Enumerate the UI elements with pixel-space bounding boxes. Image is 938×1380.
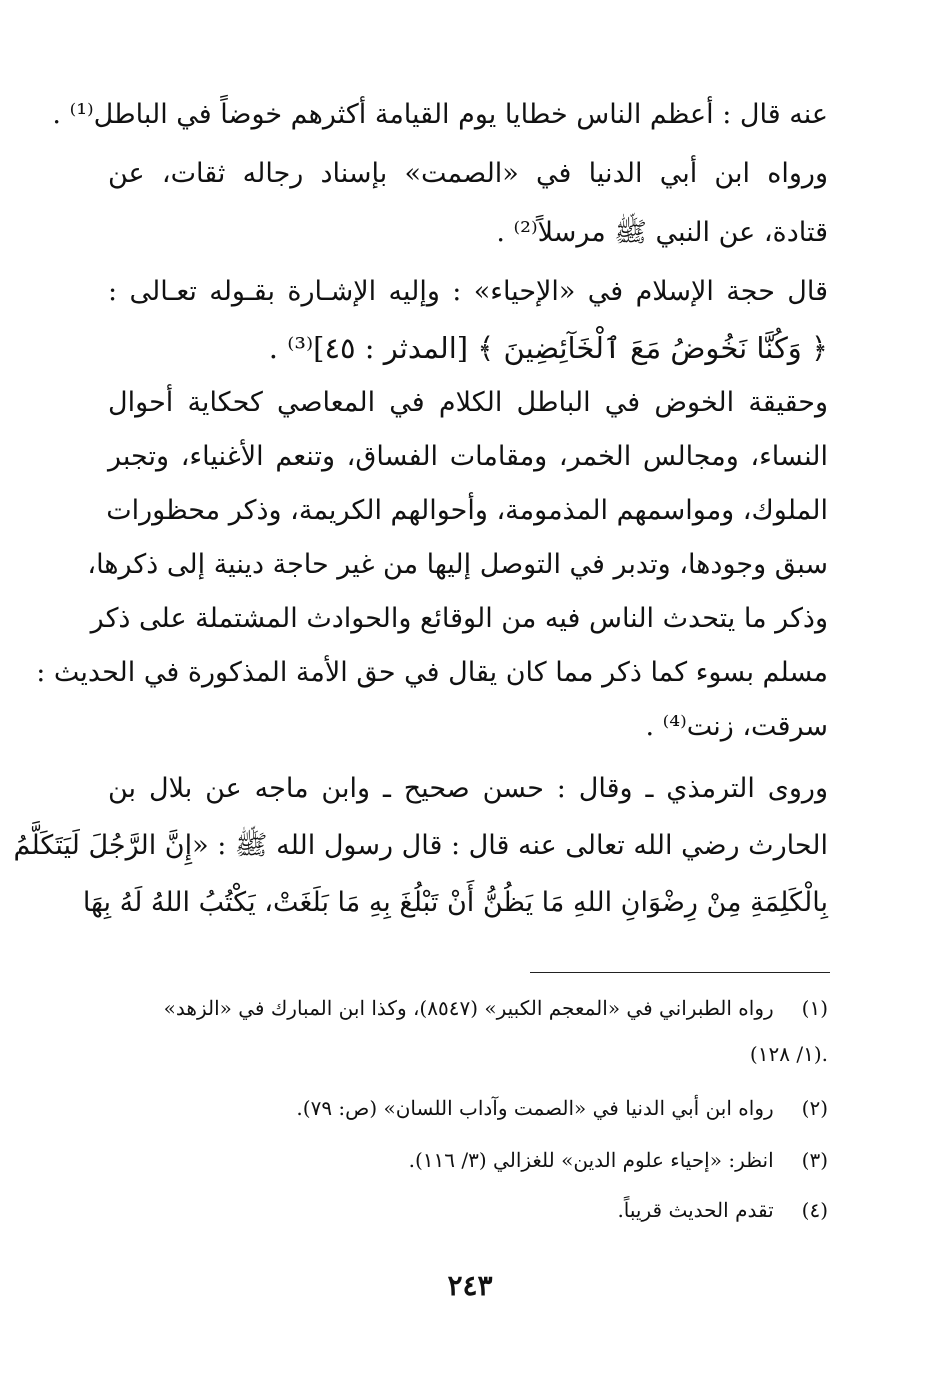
footnote-text: انظر: «إحياء علوم الدين» للغزالي (٣/ ١١٦). [408,1148,774,1172]
body-line: وحقيقة الخوض في الباطل الكلام في المعاصي كحكاية أحوال [108,387,828,418]
body-line: الملوك، ومواسمهم المذمومة، وأحوالهم الكريمة، وذكر محظورات [106,495,828,526]
footnote-4 [104,1188,828,1232]
body-line: سبق وجودها، وتدبر في التوصل إليها من غير حاجة دينية إلى ذكرها، [87,549,828,580]
footnote-separator [530,972,830,973]
footnote-number: (٣) [801,1148,828,1172]
footnote-1 [104,986,828,1030]
body-line: قتادة، عن النبي ﷺ مرسلاً⁽²⁾ . [496,217,828,248]
quran-verse-line: ﴿ وَكُنَّا نَخُوضُ مَعَ ٱلْخَآئِضِينَ ﴾ [المدثر : ٤٥]⁽³⁾ . [268,331,828,365]
footnote-number: (١) [801,996,828,1020]
page-number: ٢٤٣ [447,1269,493,1302]
footnote-1-continuation [104,1032,828,1076]
footnote-number: (٢) [801,1096,828,1120]
body-line: الحارث رضي الله تعالى عنه قال : قال رسول الله ﷺ : «إِنَّ الرَّجُلَ لَيَتَكَلَّمُ [13,830,828,861]
body-line: سرقت، زنت⁽⁴⁾ . [645,711,828,742]
footnote-text: تقدم الحديث قريباً. [617,1198,774,1222]
footnote-2 [104,1086,828,1130]
body-line: بِالْكَلِمَةِ مِنْ رِضْوَانِ اللهِ مَا يَظُنُّ أَنْ تَبْلُغَ بِهِ مَا بَلَغَتْ، يَكْتُبُ اللهُ لَهُ بِهَا [82,887,828,918]
body-line: وروى الترمذي ـ وقال : حسن صحيح ـ وابن ماجه عن بلال بن [108,773,828,804]
footnote-text: رواه الطبراني في «المعجم الكبير» (٨٥٤٧)، وكذا ابن المبارك في «الزهد» [163,996,774,1020]
body-line: ورواه ابن أبي الدنيا في «الصمت» بإسناد رجاله ثقات، عن [108,158,828,189]
footnote-text: (١/ ١٢٨). [749,1042,828,1066]
body-line: وذكر ما يتحدث الناس فيه من الوقائع والحوادث المشتملة على ذكر [90,603,828,634]
footnote-text: رواه ابن أبي الدنيا في «الصمت وآداب اللسان» (ص: ٧٩). [296,1096,774,1120]
body-line: مسلم بسوء كما ذكر مما كان يقال في حق الأمة المذكورة في الحديث : [36,657,828,688]
body-line: قال حجة الإسلام في «الإحياء» : وإليه الإشـارة بقـوله تعـالى : [108,276,828,307]
footnote-number: (٤) [801,1198,828,1222]
footnote-3 [104,1138,828,1182]
body-line: عنه قال : أعظم الناس خطايا يوم القيامة أكثرهم خوضاً في الباطل⁽¹⁾ . [52,99,828,130]
body-line: النساء، ومجالس الخمر، ومقامات الفساق، وتنعم الأغنياء، وتجبر [108,441,828,472]
